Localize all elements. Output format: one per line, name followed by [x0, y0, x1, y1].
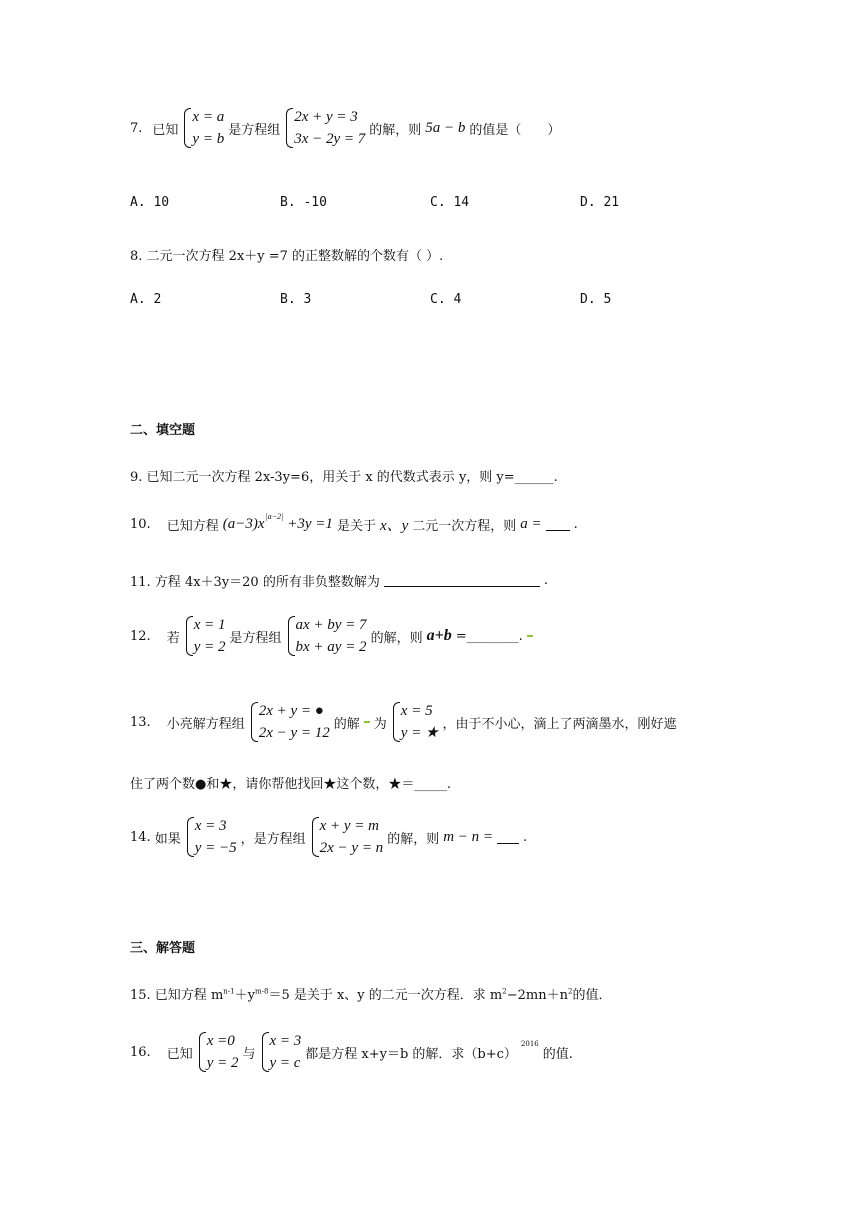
expression: m − n = [443, 828, 494, 845]
punctuation: . [543, 573, 548, 588]
question-number: 7. [130, 120, 143, 136]
equation: x = 3 [269, 1033, 302, 1049]
exponent: n-1 [223, 987, 235, 996]
exponent: |a−2| [265, 512, 284, 521]
question-text: 15. 已知方程 m [130, 988, 224, 1003]
equation-system [284, 106, 365, 150]
question-10 [130, 514, 578, 535]
question-text: 已知方程 [166, 519, 219, 534]
marker [364, 721, 370, 723]
question-number: 13. [130, 714, 151, 730]
exponent: 2 [502, 987, 507, 996]
solution-system [184, 614, 226, 658]
question-text: 若 [166, 630, 180, 646]
option-b[interactable]: B. -10 [280, 195, 327, 210]
equation: y = −5 [194, 840, 237, 856]
option-c[interactable]: C. 14 [430, 195, 470, 210]
marker [527, 635, 533, 637]
option-a[interactable]: A. 10 [130, 195, 170, 210]
question-text: 的值. [542, 1046, 573, 1062]
question-16 [130, 1030, 573, 1074]
equation-system [310, 815, 384, 859]
exponent: 2 [567, 987, 573, 996]
question-text: 的解，则 [387, 831, 440, 847]
equation: 2x − y = n [319, 840, 384, 856]
equation: x = 5 [400, 703, 433, 719]
question-text: 是方程组 [229, 630, 282, 646]
option-d[interactable]: D. 21 [580, 195, 620, 210]
equation: y = ★ [400, 725, 439, 741]
question-text: 的解，则 [369, 122, 422, 138]
expression: a = [520, 516, 542, 532]
variables: x、y [379, 518, 409, 534]
equation: y = c [269, 1055, 301, 1071]
equation: 2x + y = 3 [294, 109, 358, 125]
equation: 2x − y = 12 [258, 725, 330, 741]
option-b[interactable]: B. 3 [280, 292, 312, 307]
question-text: 如果 [154, 831, 181, 847]
solution-system [260, 1030, 302, 1074]
question-text: 的解 [333, 716, 360, 732]
question-text: ＋y [234, 988, 255, 1003]
option-d[interactable]: D. 5 [580, 292, 612, 307]
question-text: 与 [242, 1046, 256, 1062]
question-text: 都是方程 x+y＝b 的解．求（b+c） [305, 1046, 517, 1062]
solution-system [185, 815, 237, 859]
equation: ax + by = 7 [295, 617, 367, 633]
question-text: =________. [455, 628, 523, 644]
equation: y = b [192, 131, 225, 147]
answer-blank[interactable] [497, 831, 519, 844]
equation: x =0 [206, 1033, 235, 1049]
equation: 2x + y = ● [258, 703, 324, 719]
question-text: 11. 方程 4x＋3y＝20 的所有非负整数解为 [130, 575, 380, 590]
equation: x = 1 [193, 617, 226, 633]
question-15 [130, 984, 611, 1003]
question-13-line-2: 住了两个数●和★，请你帮他找回★这个数，★＝_____. [130, 777, 451, 792]
question-text: −2mn＋n [506, 988, 568, 1003]
section-heading-answers: 三、解答题 [130, 941, 196, 956]
equation: x = 3 [194, 818, 227, 834]
equation: x + y = m [319, 818, 380, 834]
question-text: 是关于 [336, 519, 376, 534]
expression: 5a − b [425, 119, 466, 136]
question-text: 的值． [572, 988, 612, 1003]
punctuation: . [523, 829, 528, 845]
exponent: 2016 [520, 1040, 539, 1048]
solution-system [197, 1030, 239, 1074]
question-text: 的解，则 [370, 630, 423, 646]
question-12 [130, 614, 533, 658]
equation: 3x − 2y = 7 [294, 131, 366, 147]
question-text: ，是方程组 [240, 831, 306, 847]
question-number: 16. [130, 1044, 151, 1060]
equation: x = a [192, 109, 225, 125]
expression: a+b [426, 627, 452, 644]
question-8: 8. 二元一次方程 2x＋y =7 的正整数解的个数有（ ）. [130, 249, 444, 264]
question-9: 9. 已知二元一次方程 2x-3y=6，用关于 x 的代数式表示 y，则 y=______. [130, 470, 558, 485]
question-14 [130, 815, 527, 859]
question-text: 已知 [166, 1046, 193, 1062]
question-text: ＝5 是关于 x、y 的二元一次方程．求 m [268, 988, 503, 1003]
question-number: 14. [130, 829, 151, 845]
question-text: 是方程组 [228, 122, 281, 138]
answer-blank[interactable] [546, 518, 570, 531]
answer-blank[interactable] [384, 574, 540, 587]
equation-system [249, 700, 330, 744]
section-heading-fill-in: 二、填空题 [130, 423, 196, 438]
question-11 [130, 571, 548, 590]
equation: +3y =1 [287, 516, 333, 532]
equation-system [286, 614, 367, 658]
equation: (a−3)x [222, 516, 265, 532]
question-text: 小亮解方程组 [166, 716, 245, 732]
question-number: 12. [130, 628, 151, 644]
question-text: ，由于不小心，滴上了两滴墨水，刚好遮 [442, 716, 677, 732]
question-7 [130, 106, 560, 150]
question-text: 已知 [152, 122, 179, 138]
equation: y = 2 [193, 639, 226, 655]
exponent: m-8 [254, 987, 269, 996]
question-text: 的值是（ ） [469, 122, 561, 138]
equation: y = 2 [206, 1055, 239, 1071]
solution-system [391, 700, 439, 744]
solution-system [182, 106, 224, 150]
option-a[interactable]: A. 2 [130, 292, 162, 307]
punctuation: . [573, 517, 578, 532]
equation: bx + ay = 2 [295, 639, 367, 655]
question-13 [130, 700, 677, 744]
option-c[interactable]: C. 4 [430, 292, 462, 307]
question-text: 为 [373, 716, 387, 732]
question-text: 二元一次方程，则 [412, 519, 517, 534]
question-number: 10. [130, 517, 151, 532]
